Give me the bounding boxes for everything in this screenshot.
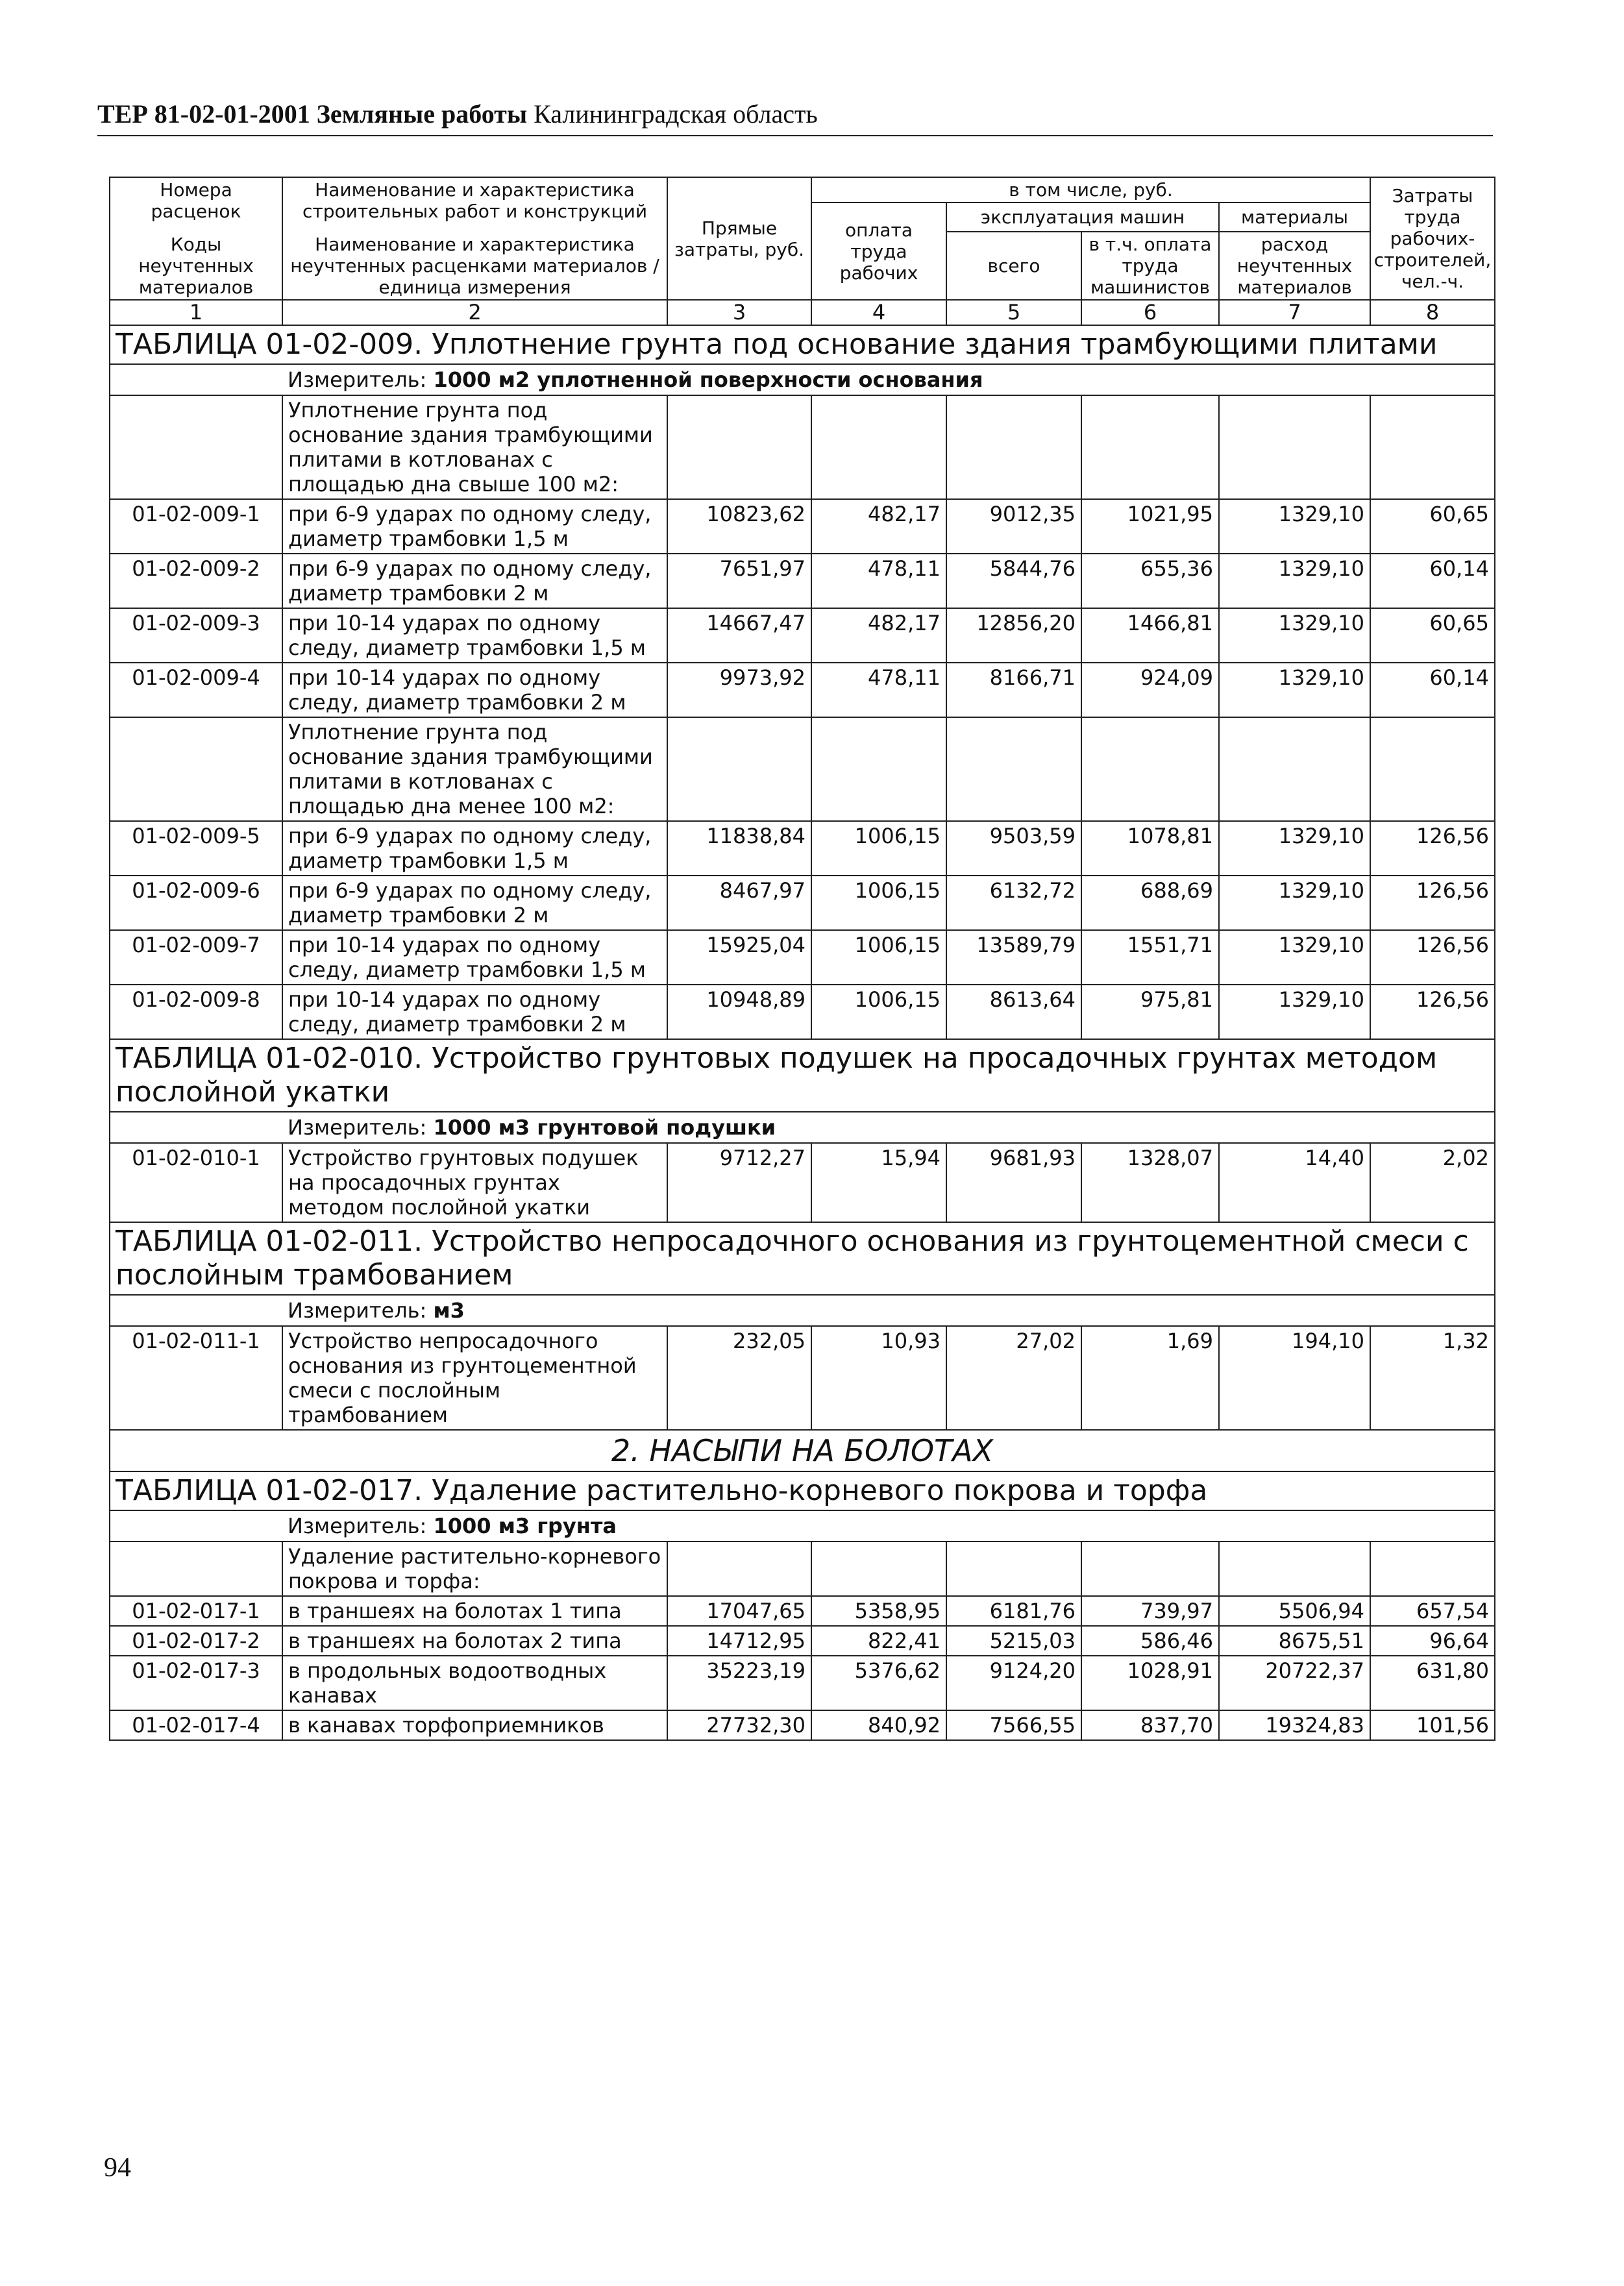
operator-pay-cell: 1,69 — [1081, 1326, 1219, 1430]
machines-total-cell: 9012,35 — [946, 499, 1081, 554]
table-row — [110, 499, 1495, 554]
table-title: ТАБЛИЦА 01-02-011. Устройство непросадочного основания из грунтоцементной смеси с послойным трамбованием — [110, 1222, 1495, 1295]
table-title-row — [110, 1222, 1495, 1295]
measure-value: 1000 м2 уплотненной поверхности основания — [433, 367, 983, 392]
col-materials-header: материалы — [1219, 203, 1370, 232]
col-direct-costs-header: Прямые затраты, руб. — [667, 177, 811, 300]
labor-hours-cell: 126,56 — [1370, 930, 1495, 985]
direct-costs-cell: 7651,97 — [667, 554, 811, 608]
machines-total-cell: 12856,20 — [946, 608, 1081, 663]
labor-hours-cell: 126,56 — [1370, 985, 1495, 1039]
measure-label: Измеритель: — [288, 1298, 427, 1323]
rate-code: 01-02-011-1 — [110, 1326, 282, 1430]
worker-pay-cell: 1006,15 — [811, 876, 946, 930]
table-row — [110, 985, 1495, 1039]
labor-hours-cell: 126,56 — [1370, 821, 1495, 876]
measure-unit — [282, 364, 1495, 395]
table-body — [110, 325, 1495, 1740]
measure-value: 1000 м3 грунтовой подушки — [433, 1115, 776, 1140]
group-heading: Удаление растительно-корневого покрова и торфа: — [282, 1542, 667, 1596]
labor-hours-cell: 60,65 — [1370, 499, 1495, 554]
rate-code: 01-02-017-1 — [110, 1596, 282, 1626]
worker-pay-cell: 15,94 — [811, 1143, 946, 1222]
section-row — [110, 1430, 1495, 1471]
col-description-header: Наименование и характеристика строительных работ и конструкций Наименование и характеристика неучтенных расценками материалов / единица измерения — [282, 177, 667, 300]
labor-hours-cell: 60,14 — [1370, 554, 1495, 608]
measure-label: Измеритель: — [288, 367, 427, 392]
measure-row — [110, 1112, 1495, 1143]
table-row — [110, 876, 1495, 930]
worker-pay-cell: 10,93 — [811, 1326, 946, 1430]
table-row — [110, 1710, 1495, 1740]
labor-hours-cell: 101,56 — [1370, 1710, 1495, 1740]
labor-hours-cell: 60,65 — [1370, 608, 1495, 663]
materials-cell: 14,40 — [1219, 1143, 1370, 1222]
document-region: Калининградская область — [534, 99, 818, 129]
rate-description: при 6-9 ударах по одному следу, диаметр трамбовки 2 м — [282, 876, 667, 930]
labor-hours-cell: 631,80 — [1370, 1656, 1495, 1710]
col-worker-pay-header: оплата труда рабочих — [811, 203, 946, 300]
rate-description: при 6-9 ударах по одному следу, диаметр трамбовки 1,5 м — [282, 821, 667, 876]
table-row — [110, 930, 1495, 985]
machines-total-cell: 6181,76 — [946, 1596, 1081, 1626]
direct-costs-cell: 10823,62 — [667, 499, 811, 554]
measure-unit — [282, 1112, 1495, 1143]
rate-description: при 10-14 ударах по одному следу, диаметр трамбовки 1,5 м — [282, 930, 667, 985]
col-unaccounted-materials-header: расход неучтенных материалов — [1219, 232, 1370, 300]
worker-pay-cell: 478,11 — [811, 554, 946, 608]
rates-table — [109, 177, 1495, 1741]
page-header — [97, 99, 1493, 129]
direct-costs-cell: 14667,47 — [667, 608, 811, 663]
rate-code: 01-02-009-6 — [110, 876, 282, 930]
direct-costs-cell: 232,05 — [667, 1326, 811, 1430]
worker-pay-cell: 1006,15 — [811, 930, 946, 985]
labor-hours-cell: 126,56 — [1370, 876, 1495, 930]
machines-total-cell: 27,02 — [946, 1326, 1081, 1430]
materials-cell: 1329,10 — [1219, 930, 1370, 985]
rate-description: при 10-14 ударах по одному следу, диаметр трамбовки 1,5 м — [282, 608, 667, 663]
rate-description: в продольных водоотводных канавах — [282, 1656, 667, 1710]
machines-total-cell: 8613,64 — [946, 985, 1081, 1039]
machines-total-cell: 8166,71 — [946, 663, 1081, 717]
rate-code: 01-02-009-1 — [110, 499, 282, 554]
direct-costs-cell: 11838,84 — [667, 821, 811, 876]
operator-pay-cell: 655,36 — [1081, 554, 1219, 608]
table-row — [110, 1143, 1495, 1222]
table-row — [110, 1326, 1495, 1430]
rate-code: 01-02-017-3 — [110, 1656, 282, 1710]
direct-costs-cell: 17047,65 — [667, 1596, 811, 1626]
machines-total-cell: 9503,59 — [946, 821, 1081, 876]
worker-pay-cell: 478,11 — [811, 663, 946, 717]
worker-pay-cell: 1006,15 — [811, 821, 946, 876]
direct-costs-cell: 9712,27 — [667, 1143, 811, 1222]
table-title-row — [110, 1039, 1495, 1112]
group-heading-row — [110, 395, 1495, 499]
materials-cell: 1329,10 — [1219, 821, 1370, 876]
worker-pay-cell: 482,17 — [811, 499, 946, 554]
table-row — [110, 821, 1495, 876]
machines-total-cell: 7566,55 — [946, 1710, 1081, 1740]
rate-code: 01-02-010-1 — [110, 1143, 282, 1222]
measure-unit — [282, 1510, 1495, 1542]
operator-pay-cell: 586,46 — [1081, 1626, 1219, 1656]
materials-cell: 1329,10 — [1219, 876, 1370, 930]
materials-cell: 1329,10 — [1219, 985, 1370, 1039]
rate-code: 01-02-009-2 — [110, 554, 282, 608]
operator-pay-cell: 1021,95 — [1081, 499, 1219, 554]
rate-description: в траншеях на болотах 2 типа — [282, 1626, 667, 1656]
materials-cell: 1329,10 — [1219, 554, 1370, 608]
rate-description: при 10-14 ударах по одному следу, диаметр трамбовки 2 м — [282, 663, 667, 717]
rate-code: 01-02-009-7 — [110, 930, 282, 985]
document-title: Земляные работы — [316, 99, 528, 129]
measure-label: Измеритель: — [288, 1514, 427, 1538]
rate-description: при 6-9 ударах по одному следу, диаметр трамбовки 2 м — [282, 554, 667, 608]
measure-row — [110, 1295, 1495, 1326]
rate-code: 01-02-009-8 — [110, 985, 282, 1039]
table-row — [110, 1656, 1495, 1710]
operator-pay-cell: 975,81 — [1081, 985, 1219, 1039]
machines-total-cell: 6132,72 — [946, 876, 1081, 930]
col-rate-number-header: Номера расценок Коды неучтенных материалов — [110, 177, 282, 300]
rate-description: в канавах торфоприемников — [282, 1710, 667, 1740]
direct-costs-cell: 9973,92 — [667, 663, 811, 717]
machines-total-cell: 9124,20 — [946, 1656, 1081, 1710]
machines-total-cell: 5215,03 — [946, 1626, 1081, 1656]
measure-label: Измеритель: — [288, 1115, 427, 1140]
labor-hours-cell: 60,14 — [1370, 663, 1495, 717]
rate-description: в траншеях на болотах 1 типа — [282, 1596, 667, 1626]
section-title: 2. НАСЫПИ НА БОЛОТАХ — [110, 1430, 1495, 1471]
col-machines-total-header: всего — [946, 232, 1081, 300]
group-heading-row — [110, 717, 1495, 821]
worker-pay-cell: 5376,62 — [811, 1656, 946, 1710]
rate-description: Устройство непросадочного основания из грунтоцементной смеси с послойным трамбованием — [282, 1326, 667, 1430]
direct-costs-cell: 35223,19 — [667, 1656, 811, 1710]
column-numbers-row: 1 2 3 4 5 6 7 8 — [110, 300, 1495, 325]
rate-code: 01-02-017-4 — [110, 1710, 282, 1740]
measure-unit — [282, 1295, 1495, 1326]
table-row — [110, 554, 1495, 608]
table-row — [110, 663, 1495, 717]
measure-row — [110, 1510, 1495, 1542]
table-title-row — [110, 325, 1495, 364]
rate-code: 01-02-009-5 — [110, 821, 282, 876]
operator-pay-cell: 688,69 — [1081, 876, 1219, 930]
table-row — [110, 608, 1495, 663]
direct-costs-cell: 27732,30 — [667, 1710, 811, 1740]
direct-costs-cell: 15925,04 — [667, 930, 811, 985]
worker-pay-cell: 1006,15 — [811, 985, 946, 1039]
rate-code: 01-02-009-3 — [110, 608, 282, 663]
machines-total-cell: 13589,79 — [946, 930, 1081, 985]
materials-cell: 5506,94 — [1219, 1596, 1370, 1626]
group-heading: Уплотнение грунта под основание здания трамбующими плитами в котлованах с площадью дна свыше 100 м2: — [282, 395, 667, 499]
materials-cell: 1329,10 — [1219, 663, 1370, 717]
header-rule — [97, 135, 1493, 136]
materials-cell: 194,10 — [1219, 1326, 1370, 1430]
operator-pay-cell: 1028,91 — [1081, 1656, 1219, 1710]
worker-pay-cell: 840,92 — [811, 1710, 946, 1740]
measure-row — [110, 364, 1495, 395]
rate-code: 01-02-017-2 — [110, 1626, 282, 1656]
worker-pay-cell: 482,17 — [811, 608, 946, 663]
table-row — [110, 1596, 1495, 1626]
materials-cell: 1329,10 — [1219, 499, 1370, 554]
direct-costs-cell: 8467,97 — [667, 876, 811, 930]
rate-description: при 10-14 ударах по одному следу, диаметр трамбовки 2 м — [282, 985, 667, 1039]
direct-costs-cell: 10948,89 — [667, 985, 811, 1039]
operator-pay-cell: 924,09 — [1081, 663, 1219, 717]
table-header — [110, 177, 1495, 325]
col-group-header: в том числе, руб. — [811, 177, 1370, 203]
operator-pay-cell: 739,97 — [1081, 1596, 1219, 1626]
operator-pay-cell: 837,70 — [1081, 1710, 1219, 1740]
col-operator-pay-header: в т.ч. оплата труда машинистов — [1081, 232, 1219, 300]
labor-hours-cell: 657,54 — [1370, 1596, 1495, 1626]
table-title: ТАБЛИЦА 01-02-017. Удаление растительно-корневого покрова и торфа — [110, 1471, 1495, 1510]
col-labor-header: Затраты труда рабочих-строителей, чел.-ч. — [1370, 177, 1495, 300]
col-machines-header: эксплуатация машин — [946, 203, 1219, 232]
operator-pay-cell: 1466,81 — [1081, 608, 1219, 663]
measure-value: м3 — [433, 1298, 465, 1323]
machines-total-cell: 9681,93 — [946, 1143, 1081, 1222]
operator-pay-cell: 1328,07 — [1081, 1143, 1219, 1222]
operator-pay-cell: 1551,71 — [1081, 930, 1219, 985]
rate-description: Устройство грунтовых подушек на просадочных грунтах методом послойной укатки — [282, 1143, 667, 1222]
table-title-row — [110, 1471, 1495, 1510]
labor-hours-cell: 2,02 — [1370, 1143, 1495, 1222]
group-heading-row — [110, 1542, 1495, 1596]
direct-costs-cell: 14712,95 — [667, 1626, 811, 1656]
rate-code: 01-02-009-4 — [110, 663, 282, 717]
table-title: ТАБЛИЦА 01-02-010. Устройство грунтовых подушек на просадочных грунтах методом послойной укатки — [110, 1039, 1495, 1112]
materials-cell: 20722,37 — [1219, 1656, 1370, 1710]
materials-cell: 19324,83 — [1219, 1710, 1370, 1740]
operator-pay-cell: 1078,81 — [1081, 821, 1219, 876]
rate-description: при 6-9 ударах по одному следу, диаметр трамбовки 1,5 м — [282, 499, 667, 554]
materials-cell: 1329,10 — [1219, 608, 1370, 663]
table-row — [110, 1626, 1495, 1656]
measure-value: 1000 м3 грунта — [433, 1514, 617, 1538]
document-code: ТЕР 81-02-01-2001 — [97, 99, 310, 129]
page-number: 94 — [104, 2153, 131, 2183]
machines-total-cell: 5844,76 — [946, 554, 1081, 608]
materials-cell: 8675,51 — [1219, 1626, 1370, 1656]
worker-pay-cell: 822,41 — [811, 1626, 946, 1656]
table-title: ТАБЛИЦА 01-02-009. Уплотнение грунта под основание здания трамбующими плитами — [110, 325, 1495, 364]
labor-hours-cell: 96,64 — [1370, 1626, 1495, 1656]
worker-pay-cell: 5358,95 — [811, 1596, 946, 1626]
labor-hours-cell: 1,32 — [1370, 1326, 1495, 1430]
group-heading: Уплотнение грунта под основание здания трамбующими плитами в котлованах с площадью дна менее 100 м2: — [282, 717, 667, 821]
